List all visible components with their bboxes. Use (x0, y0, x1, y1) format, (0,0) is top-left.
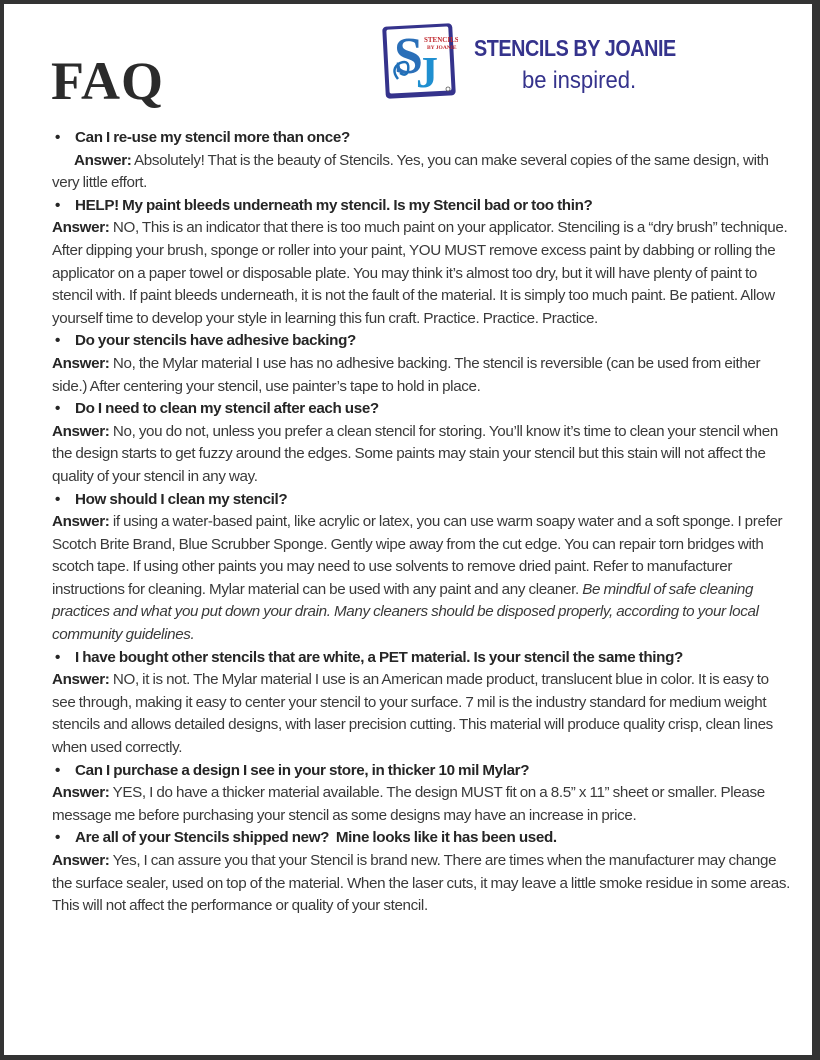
faq-item (52, 330, 792, 398)
brand-logo-icon (380, 21, 458, 101)
brand-tagline: be inspired. (522, 67, 637, 94)
answer-label: Answer: (52, 422, 110, 440)
faq-answer: Answer: No, you do not, unless you prefer a clean stencil for storing. You’ll know it’s time to clean your stencil when the design starts to get fuzzy around the edges. Some paints may stain your stencil but this stain will not affect the quality of your stencil in any way. (52, 422, 778, 485)
answer-label: Answer: (52, 784, 110, 802)
faq-item (52, 827, 792, 917)
bullet-icon: • (55, 648, 60, 666)
answer-label: Answer: (52, 671, 110, 689)
page-title: FAQ (51, 51, 164, 111)
faq-answer: Answer: NO, it is not. The Mylar material I use is an American made product, translucent blue in color. It is easy to see through, making it easy to center your stencil to your surface. 7 mil is the industry standard for medium weight stencils and allows detailed designs, with laser precision cutting. This material will produce quality crisp, clean lines when used correctly. (52, 671, 773, 757)
answer-note: Be mindful of safe cleaning practices and what you put down your drain. Many cleaners should be disposed properly, according to your local community guidelines. (52, 580, 759, 644)
answer-label: Answer: (52, 354, 110, 372)
bullet-icon: • (55, 129, 60, 146)
faq-answer: Answer: NO, This is an indicator that there is too much paint on your applicator. Stenciling is a “dry brush” technique. After dipping your brush, sponge or roller into your paint, YOU MUST remove excess paint by dabbing or rolling the applicator on a paper towel or disposable plate. You may think it’s almost too dry, but it will have plenty of paint to stencil with. If paint bleeds underneath, it is not the fault of the material. It is simply too much paint. Be patient. Allow yourself time to develop your style in learning this fun craft. Practice. Practice. Practice. (52, 219, 788, 327)
faq-question: • Do your stencils have adhesive backing? (52, 330, 792, 353)
faq-page (4, 4, 812, 1055)
answer-label: Answer: (74, 151, 132, 169)
faq-item (52, 489, 792, 647)
logo-badge-text: STENCILS (424, 36, 458, 44)
faq-question: • HELP! My paint bleeds underneath my stencil. Is my Stencil bad or too thin? (52, 195, 792, 218)
answer-label: Answer: (52, 513, 110, 531)
faq-question: • Are all of your Stencils shipped new? Mine looks like it has been used. (52, 827, 792, 850)
answer-label: Answer: (52, 219, 110, 237)
bullet-icon: • (55, 490, 60, 508)
faq-question: • How should I clean my stencil? (52, 489, 792, 512)
svg-text:J: J (416, 48, 438, 97)
bullet-icon: • (55, 332, 60, 350)
faq-item (52, 195, 792, 331)
faq-item (52, 127, 792, 195)
faq-question: • Do I need to clean my stencil after each use? (52, 398, 792, 421)
svg-text:BY JOANIE: BY JOANIE (427, 45, 457, 51)
faq-list (52, 127, 792, 918)
faq-answer: Answer: Absolutely! That is the beauty of Stencils. Yes, you can make several copies of the same design, with very little effort. (52, 151, 769, 192)
faq-item (52, 647, 792, 760)
faq-item (52, 398, 792, 488)
svg-text:S: S (394, 28, 423, 85)
faq-question: • I have bought other stencils that are white, a PET material. Is your stencil the same thing? (52, 647, 792, 670)
brand-name: STENCILS BY JOANIE (474, 35, 676, 61)
faq-question: • Can I re-use my stencil more than once? (52, 127, 792, 150)
faq-question: • Can I purchase a design I see in your store, in thicker 10 mil Mylar? (52, 760, 792, 783)
bullet-icon: • (55, 829, 60, 847)
faq-answer: Answer: Yes, I can assure you that your Stencil is brand new. There are times when the manufacturer may change the surface sealer, used on top of the material. When the laser cuts, it may leave a little smoke residue in some areas. This will not affect the performance or quality of your stencil. (52, 852, 790, 915)
faq-answer: Answer: YES, I do have a thicker material available. The design MUST fit on a 8.5” x 11” sheet or smaller. Please message me before purchasing your stencil as some designs may have an increase in price. (52, 784, 765, 824)
faq-answer: Answer: No, the Mylar material I use has no adhesive backing. The stencil is reversible (can be used from either side.) After centering your stencil, use painter’s tape to hold in place. (52, 354, 761, 395)
bullet-icon: • (55, 761, 60, 779)
bullet-icon: • (55, 196, 60, 214)
faq-item (52, 760, 792, 828)
faq-answer: Answer: if using a water-based paint, like acrylic or latex, you can use warm soapy water and a soft sponge. I prefer Scotch Brite Brand, Blue Scrubber Sponge. Gently wipe away from the cut edge. You can repair torn bridges with scotch tape. If using other paints you may need to use solvents to remove dried paint. Refer to manufacturer instructions for cleaning. Mylar material can be used with any paint and any cleaner. Be mindful of safe cleaning practices and what you put down your drain. Many cleaners should be disposed properly, according to your local community guidelines. (52, 513, 783, 644)
answer-label: Answer: (52, 852, 110, 869)
bullet-icon: • (55, 400, 60, 418)
